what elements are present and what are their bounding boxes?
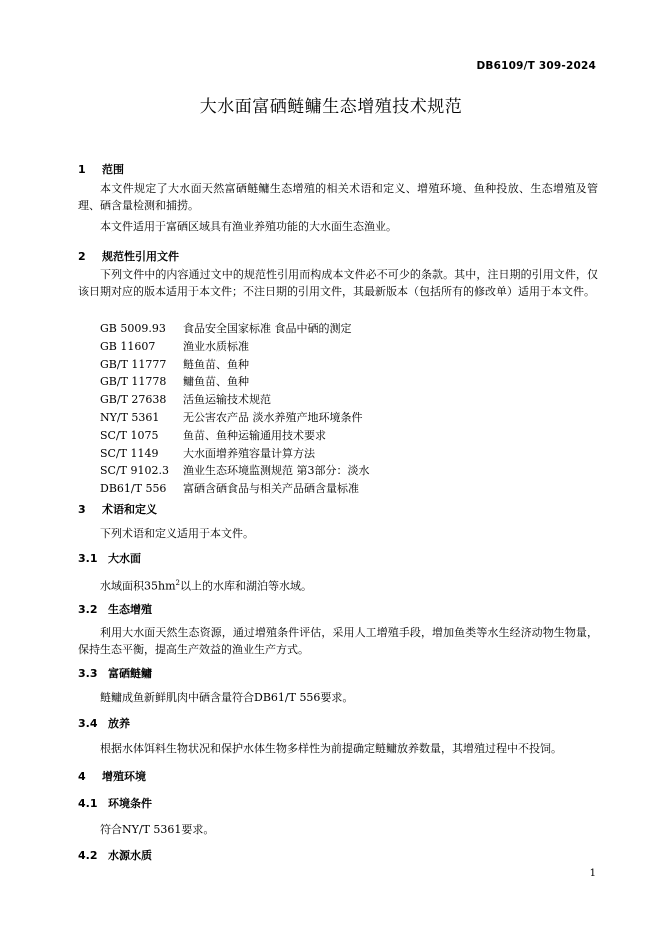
list-item (100, 427, 369, 445)
reference-code: NY/T 5361 (100, 410, 160, 424)
superscript: 2 (175, 579, 180, 587)
list-item (100, 338, 369, 356)
reference-name: 鲢鱼苗、鱼种 (182, 357, 249, 371)
section-number: 3.3 (78, 667, 98, 680)
reference-name: 无公害农产品 淡水养殖产地环境条件 (182, 410, 363, 424)
reference-name: 鱼苗、鱼种运输通用技术要求 (182, 428, 326, 442)
section-number: 3.2 (78, 603, 98, 616)
section-title: 放养 (108, 717, 130, 730)
section-heading-1 (78, 161, 124, 177)
section-number: 3.4 (78, 717, 98, 730)
section-heading-4 (78, 768, 146, 784)
document-code: DB6109/T 309-2024 (476, 60, 596, 72)
list-item (100, 391, 369, 409)
reference-code: GB/T 11778 (100, 375, 167, 389)
reference-code: GB/T 11777 (100, 357, 167, 371)
document-title: 大水面富硒鲢鳙生态增殖技术规范 (199, 97, 463, 117)
definition-text: 以上的水库和湖泊等水域。 (179, 579, 312, 593)
list-item (100, 462, 369, 480)
reference-code: GB 5009.93 (100, 322, 166, 335)
reference-name: 富硒含硒食品与相关产品硒含量标准 (182, 482, 359, 496)
paragraph-scope-2: 本文件适用于富硒区域具有渔业养殖功能的大水面生态渔业。 (100, 220, 397, 233)
list-item (100, 320, 369, 338)
reference-name: 渔业生态环境监测规范 第3部分：淡水 (182, 464, 370, 478)
paragraph-definition-3-1 (78, 575, 598, 595)
section-heading-3-2 (78, 601, 152, 617)
reference-code: SC/T 1149 (100, 446, 159, 460)
reference-list (100, 320, 369, 498)
section-number: 3.1 (78, 552, 98, 565)
section-heading-2 (78, 248, 179, 264)
reference-code: DB61/T 556 (100, 482, 167, 496)
section-heading-4-2 (78, 847, 152, 863)
section-title: 增殖环境 (102, 770, 146, 783)
list-item (100, 356, 369, 374)
section-heading-3 (78, 501, 157, 517)
section-number: 1 (78, 163, 86, 176)
definition-text: 水域面积35hm (100, 579, 176, 593)
list-item (100, 409, 369, 427)
paragraph-definition-3-4: 根据水体饵料生物状况和保护水体生物多样性为前提确定鲢鳙放养数量，其增殖过程中不投饲。 (100, 742, 562, 755)
section-title: 术语和定义 (102, 503, 157, 516)
section-number: 2 (78, 250, 86, 263)
page-number: 1 (589, 868, 596, 879)
section-number: 4 (78, 770, 86, 783)
reference-name: 大水面增养殖容量计算方法 (182, 446, 315, 460)
reference-code: SC/T 9102.3 (100, 464, 169, 478)
section-number: 4.2 (78, 849, 98, 862)
paragraph-scope-1: 本文件规定了大水面天然富硒鲢鳙生态增殖的相关术语和定义、增殖环境、鱼种投放、生态增殖及管理、硒含量检测和捕捞。 (78, 182, 598, 212)
paragraph-terms-intro: 下列术语和定义适用于本文件。 (100, 527, 254, 540)
section-title: 大水面 (108, 552, 141, 565)
reference-name: 渔业水质标准 (182, 339, 249, 353)
reference-code: SC/T 1075 (100, 428, 159, 442)
section-title: 规范性引用文件 (102, 250, 179, 263)
section-title: 范围 (102, 163, 124, 176)
section-title: 富硒鲢鳙 (108, 667, 152, 680)
reference-name: 活鱼运输技术规范 (182, 393, 271, 407)
section-heading-3-3 (78, 665, 152, 681)
section-number: 3 (78, 503, 86, 516)
reference-name: 食品安全国家标准 食品中硒的测定 (182, 322, 352, 335)
reference-code: GB 11607 (100, 339, 156, 353)
reference-name: 鳙鱼苗、鱼种 (182, 375, 249, 389)
section-heading-3-1 (78, 550, 141, 566)
section-title: 环境条件 (108, 797, 152, 810)
list-item (100, 373, 369, 391)
section-number: 4.1 (78, 797, 98, 810)
paragraph-environment-4-1: 符合NY/T 5361要求。 (100, 823, 215, 836)
section-heading-4-1 (78, 795, 152, 811)
list-item (100, 480, 369, 498)
section-title: 生态增殖 (108, 603, 152, 616)
paragraph-definition-3-3: 鲢鳙成鱼新鲜肌肉中硒含量符合DB61/T 556要求。 (100, 691, 354, 704)
section-title: 水源水质 (108, 849, 152, 862)
paragraph-definition-3-2: 利用大水面天然生态资源，通过增殖条件评估，采用人工增殖手段，增加鱼类等水生经济动物生物量，保持生态平衡，提高生产效益的渔业生产方式。 (78, 626, 598, 656)
paragraph-references-intro: 下列文件中的内容通过文中的规范性引用而构成本文件必不可少的条款。其中，注日期的引用文件，仅该日期对应的版本适用于本文件；不注日期的引用文件，其最新版本（包括所有的修改单）适用于本文件。 (78, 268, 598, 298)
reference-code: GB/T 27638 (100, 393, 167, 407)
list-item (100, 445, 369, 463)
section-heading-3-4 (78, 715, 130, 731)
